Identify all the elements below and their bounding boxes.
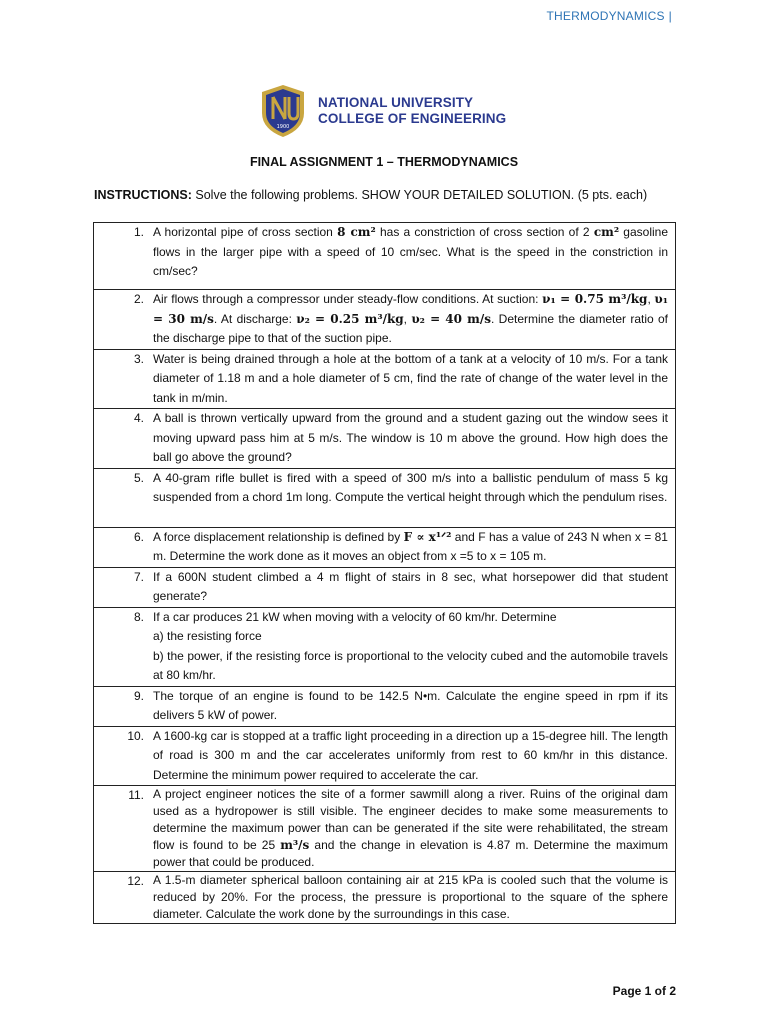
problem-row: [94, 607, 676, 686]
university-seal-icon: [258, 83, 308, 139]
seal-year: 1900: [276, 124, 290, 130]
university-name: NATIONAL UNIVERSITY: [318, 95, 474, 110]
university-logo: [258, 82, 506, 140]
document-title: FINAL ASSIGNMENT 1 – THERMODYNAMICS: [249, 155, 519, 169]
running-header: [547, 9, 672, 23]
problem-number: 1.: [94, 223, 154, 290]
problem-number: 12.: [94, 872, 154, 924]
problem-number: 8.: [94, 607, 154, 686]
problem-number: 11.: [94, 786, 154, 872]
problem-text: A project engineer notices the site of a former sawmill along a river. Ruins of the original dam used as a hydropower is still visible. The engineer decides to make some measurements to determine the maximum power than can be generated if the site were rehabilitated, the stream flow is found to be 25 m³/s and the change in elevation is 4.87 m. Determine the maximum power that could be produced.: [153, 786, 676, 872]
college-name: COLLEGE OF ENGINEERING: [318, 111, 507, 126]
problem-number: 9.: [94, 686, 154, 726]
instructions-label: INSTRUCTIONS:: [94, 188, 192, 202]
problem-text: Air flows through a compressor under steady-flow conditions. At suction: ν₁ = 0.75 m³/kg, υ₁ = 30 m/s. At discharge: ν₂ = 0.25 m³/kg, υ₂ = 40 m/s. Determine the diameter ratio of the discharge pipe to that of the suction pipe.: [153, 290, 676, 350]
problem-table: [93, 222, 676, 924]
header-title: THERMODYNAMICS: [546, 9, 665, 23]
problem-text: The torque of an engine is found to be 142.5 N•m. Calculate the engine speed in rpm if its delivers 5 kW of power.: [153, 686, 676, 726]
problem-row: [94, 786, 676, 872]
problem-row: [94, 686, 676, 726]
problem-text: A 1600-kg car is stopped at a traffic light proceeding in a direction up a 15-degree hill. The length of road is 300 m and the car accelerates uniformly from rest to 60 km/hr in this distance. Determine the minimum power required to accelerate the car.: [153, 726, 676, 786]
problem-text: If a 600N student climbed a 4 m flight of stairs in 8 sec, what horsepower did that student generate?: [153, 567, 676, 607]
problem-number: 10.: [94, 726, 154, 786]
problem-text: If a car produces 21 kW when moving with a velocity of 60 km/hr. Determine a) the resisting force b) the power, if the resisting force is proportional to the velocity cubed and the automobile travels at 80 km/hr.: [153, 607, 676, 686]
problem-row: [94, 567, 676, 607]
problem-row: [94, 872, 676, 924]
problem-number: 6.: [94, 527, 154, 567]
problem-row: [94, 527, 676, 567]
problem-text: A ball is thrown vertically upward from the ground and a student gazing out the window sees it moving upward pass him at 5 m/s. The window is 10 m above the ground. How high does the ball go above the ground?: [153, 409, 676, 469]
problem-row: [94, 468, 676, 527]
problem-row: [94, 223, 676, 290]
instructions: [94, 188, 694, 202]
problem-row: [94, 726, 676, 786]
page-number: Page 1 of 2: [612, 984, 676, 998]
problem-text: A horizontal pipe of cross section 8 cm² has a constriction of cross section of 2 cm² gasoline flows in the larger pipe with a speed of 10 cm/sec. What is the speed in the constriction in cm/sec?: [153, 223, 676, 290]
problem-number: 5.: [94, 468, 154, 527]
problem-text: A force displacement relationship is defined by F ∝ x¹ᐟ² and F has a value of 243 N when x = 81 m. Determine the work done as it moves an object from x =5 to x = 105 m.: [153, 527, 676, 567]
problem-text: A 40-gram rifle bullet is fired with a speed of 300 m/s into a ballistic pendulum of mass 5 kg suspended from a chord 1m long. Compute the vertical height through which the pendulum rises.: [153, 468, 676, 527]
problem-text: Water is being drained through a hole at the bottom of a tank at a velocity of 10 m/s. For a tank diameter of 1.18 m and a hole diameter of 5 cm, find the rate of change of the water level in the tank in m/min.: [153, 349, 676, 409]
problem-number: 3.: [94, 349, 154, 409]
instructions-text: Solve the following problems. SHOW YOUR DETAILED SOLUTION. (5 pts. each): [191, 188, 648, 202]
header-separator: |: [668, 9, 672, 23]
problem-number: 4.: [94, 409, 154, 469]
problem-row: [94, 349, 676, 409]
problem-row: [94, 290, 676, 350]
problem-number: 7.: [94, 567, 154, 607]
problem-row: [94, 409, 676, 469]
problem-number: 2.: [94, 290, 154, 350]
problem-text: A 1.5-m diameter spherical balloon containing air at 215 kPa is cooled such that the volume is reduced by 20%. For the process, the pressure is proportional to the square of the sphere diameter. Calculate the work done by the surroundings in this case.: [153, 872, 676, 924]
